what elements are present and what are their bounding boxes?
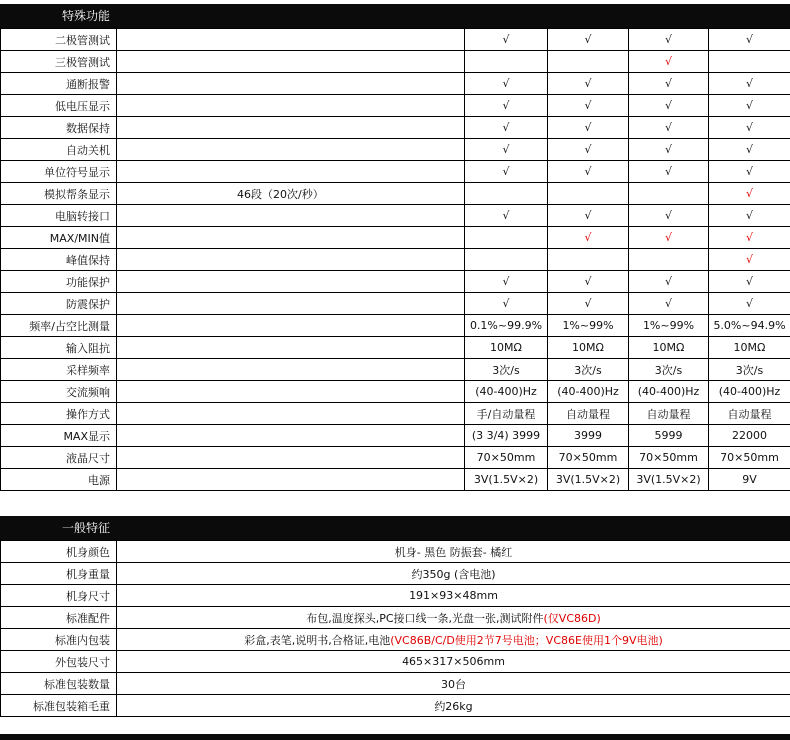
- table-cell: 1%~99%: [629, 315, 709, 337]
- section-header-special-functions: [0, 4, 790, 28]
- value-text: 191×93×48mm: [409, 589, 498, 602]
- row-label: 二极管测试: [1, 29, 117, 51]
- table-cell: √: [548, 161, 629, 183]
- table-cell: 1%~99%: [548, 315, 629, 337]
- table-cell: 70×50mm: [548, 447, 629, 469]
- table-cell: [117, 249, 465, 271]
- table-cell: √: [465, 293, 548, 315]
- table-cell: √: [709, 95, 790, 117]
- table-cell: 3次/s: [548, 359, 629, 381]
- value-text: 彩盒,表笔,说明书,合格证,电池: [244, 633, 391, 647]
- table-cell: √: [709, 271, 790, 293]
- table-cell: [117, 447, 465, 469]
- table-cell: √: [465, 205, 548, 227]
- table-cell: [117, 161, 465, 183]
- table-cell: [117, 271, 465, 293]
- table-cell: √: [465, 95, 548, 117]
- table-row: [1, 271, 790, 293]
- table-cell: 5.0%~94.9%: [709, 315, 790, 337]
- row-label: 通断报警: [1, 73, 117, 95]
- table-row: [1, 249, 790, 271]
- table-cell: √: [548, 139, 629, 161]
- table-cell: (40-400)Hz: [709, 381, 790, 403]
- table-cell: √: [709, 117, 790, 139]
- row-label: 输入阻抗: [1, 337, 117, 359]
- table-cell: 手/自动量程: [465, 403, 548, 425]
- table-cell: √: [548, 117, 629, 139]
- table-row: [1, 425, 790, 447]
- table-cell: √: [465, 29, 548, 51]
- table-cell: [117, 205, 465, 227]
- row-value: [117, 541, 790, 563]
- table-cell: 10MΩ: [709, 337, 790, 359]
- general-features-table: [0, 540, 790, 717]
- table-cell: √: [629, 73, 709, 95]
- table-cell: [117, 337, 465, 359]
- table-cell: √: [709, 139, 790, 161]
- row-label: 频率/占空比测量: [1, 315, 117, 337]
- row-label: 电脑转接口: [1, 205, 117, 227]
- table-cell: [117, 73, 465, 95]
- row-label: 低电压显示: [1, 95, 117, 117]
- row-label: 机身颜色: [1, 541, 117, 563]
- table-cell: √: [629, 29, 709, 51]
- row-label: MAX显示: [1, 425, 117, 447]
- table-cell: [117, 227, 465, 249]
- table-row: [1, 607, 790, 629]
- row-label: 自动关机: [1, 139, 117, 161]
- value-text: 465×317×506mm: [402, 655, 505, 668]
- table-cell: [465, 51, 548, 73]
- row-label: 防震保护: [1, 293, 117, 315]
- table-cell: √: [548, 29, 629, 51]
- table-cell: 3次/s: [629, 359, 709, 381]
- table-cell: 10MΩ: [629, 337, 709, 359]
- row-label: 液晶尺寸: [1, 447, 117, 469]
- table-row: [1, 337, 790, 359]
- row-value: [117, 673, 790, 695]
- table-cell: [117, 51, 465, 73]
- table-row: [1, 315, 790, 337]
- row-label: 机身尺寸: [1, 585, 117, 607]
- table-cell: [465, 227, 548, 249]
- value-note: (VC86B/C/D使用2节7号电池；VC86E使用1个9V电池): [390, 633, 663, 647]
- table-cell: [117, 403, 465, 425]
- table-cell: √: [709, 161, 790, 183]
- section-title: 特殊功能: [62, 9, 111, 23]
- table-cell: √: [629, 95, 709, 117]
- table-cell: [117, 29, 465, 51]
- table-row: [1, 359, 790, 381]
- table-cell: [117, 469, 465, 491]
- table-cell: 10MΩ: [548, 337, 629, 359]
- table-cell: √: [709, 73, 790, 95]
- table-cell: √: [709, 183, 790, 205]
- row-label: 三极管测试: [1, 51, 117, 73]
- table-cell: √: [709, 227, 790, 249]
- row-label: 标准配件: [1, 607, 117, 629]
- table-row: [1, 95, 790, 117]
- table-cell: 3V(1.5V×2): [548, 469, 629, 491]
- table-cell: 3999: [548, 425, 629, 447]
- table-cell: [465, 249, 548, 271]
- table-row: [1, 403, 790, 425]
- value-text: 机身- 黑色 防振套- 橘红: [394, 545, 513, 559]
- table-cell: 0.1%~99.9%: [465, 315, 548, 337]
- table-cell: [117, 315, 465, 337]
- table-row: [1, 139, 790, 161]
- table-cell: √: [465, 117, 548, 139]
- row-label: 单位符号显示: [1, 161, 117, 183]
- table-cell: (3 3/4) 3999: [465, 425, 548, 447]
- table-cell: √: [465, 271, 548, 293]
- section-header-general-features: [0, 516, 790, 540]
- table-row: [1, 563, 790, 585]
- table-cell: √: [629, 51, 709, 73]
- row-label: 机身重量: [1, 563, 117, 585]
- row-label: 功能保护: [1, 271, 117, 293]
- value-text: 约350g (含电池): [411, 567, 496, 581]
- table-cell: [117, 381, 465, 403]
- table-row: [1, 541, 790, 563]
- table-cell: [465, 183, 548, 205]
- table-cell: √: [629, 227, 709, 249]
- table-row: [1, 117, 790, 139]
- table-cell: √: [548, 73, 629, 95]
- value-text: 布包,温度探头,PC接口线一条,光盘一张,测试附件: [306, 611, 544, 625]
- row-label: 数据保持: [1, 117, 117, 139]
- table-row: [1, 381, 790, 403]
- table-cell: [117, 95, 465, 117]
- table-row: [1, 183, 790, 205]
- table-cell: (40-400)Hz: [548, 381, 629, 403]
- row-value: [117, 651, 790, 673]
- table-cell: √: [548, 271, 629, 293]
- table-cell: 46段（20次/秒）: [117, 183, 465, 205]
- table-cell: [117, 359, 465, 381]
- row-value: [117, 629, 790, 651]
- table-cell: 3V(1.5V×2): [465, 469, 548, 491]
- table-cell: 70×50mm: [629, 447, 709, 469]
- table-cell: [548, 183, 629, 205]
- table-cell: √: [548, 227, 629, 249]
- table-cell: √: [629, 139, 709, 161]
- table-row: [1, 227, 790, 249]
- table-cell: √: [629, 117, 709, 139]
- table-row: [1, 695, 790, 717]
- table-cell: √: [548, 205, 629, 227]
- table-cell: √: [465, 73, 548, 95]
- table-cell: √: [629, 161, 709, 183]
- table-cell: √: [548, 95, 629, 117]
- table-cell: 3V(1.5V×2): [629, 469, 709, 491]
- table-row: [1, 51, 790, 73]
- row-label: 电源: [1, 469, 117, 491]
- table-cell: [629, 183, 709, 205]
- table-cell: 70×50mm: [709, 447, 790, 469]
- table-cell: (40-400)Hz: [465, 381, 548, 403]
- row-label: 标准内包装: [1, 629, 117, 651]
- table-row: [1, 469, 790, 491]
- special-functions-table: [0, 28, 790, 491]
- table-cell: 5999: [629, 425, 709, 447]
- table-cell: √: [465, 161, 548, 183]
- row-label: 峰值保持: [1, 249, 117, 271]
- table-cell: √: [629, 271, 709, 293]
- row-label: 外包装尺寸: [1, 651, 117, 673]
- table-cell: √: [709, 205, 790, 227]
- row-label: 模拟帮条显示: [1, 183, 117, 205]
- table-cell: √: [465, 139, 548, 161]
- table-cell: [629, 249, 709, 271]
- table-row: [1, 629, 790, 651]
- table-cell: √: [709, 249, 790, 271]
- section-title: 一般特征: [62, 521, 111, 535]
- value-text: 约26kg: [434, 699, 473, 713]
- table-cell: √: [709, 29, 790, 51]
- bottom-band: [0, 734, 790, 740]
- table-row: [1, 205, 790, 227]
- row-value: [117, 607, 790, 629]
- table-cell: 22000: [709, 425, 790, 447]
- table-cell: [117, 425, 465, 447]
- table-cell: [117, 139, 465, 161]
- table-cell: 自动量程: [709, 403, 790, 425]
- row-label: 标准包装箱毛重: [1, 695, 117, 717]
- table-row: [1, 585, 790, 607]
- table-row: [1, 73, 790, 95]
- table-cell: 3次/s: [465, 359, 548, 381]
- table-cell: 自动量程: [629, 403, 709, 425]
- table-row: [1, 293, 790, 315]
- table-cell: 10MΩ: [465, 337, 548, 359]
- table-cell: [548, 249, 629, 271]
- row-label: 标准包装数量: [1, 673, 117, 695]
- row-label: MAX/MIN值: [1, 227, 117, 249]
- table-cell: 自动量程: [548, 403, 629, 425]
- row-value: [117, 695, 790, 717]
- table-cell: 3次/s: [709, 359, 790, 381]
- table-row: [1, 161, 790, 183]
- table-cell: √: [709, 293, 790, 315]
- row-value: [117, 563, 790, 585]
- table-cell: 9V: [709, 469, 790, 491]
- table-row: [1, 673, 790, 695]
- table-cell: √: [548, 293, 629, 315]
- value-text: 30台: [441, 677, 466, 691]
- row-label: 操作方式: [1, 403, 117, 425]
- table-cell: √: [629, 293, 709, 315]
- table-cell: √: [629, 205, 709, 227]
- row-label: 采样频率: [1, 359, 117, 381]
- table-cell: [117, 117, 465, 139]
- table-row: [1, 447, 790, 469]
- table-row: [1, 651, 790, 673]
- table-cell: [709, 51, 790, 73]
- table-cell: [548, 51, 629, 73]
- table-row: [1, 29, 790, 51]
- row-value: [117, 585, 790, 607]
- value-note: (仅VC86D): [543, 611, 601, 625]
- table-cell: (40-400)Hz: [629, 381, 709, 403]
- row-label: 交流频响: [1, 381, 117, 403]
- table-cell: 70×50mm: [465, 447, 548, 469]
- table-cell: [117, 293, 465, 315]
